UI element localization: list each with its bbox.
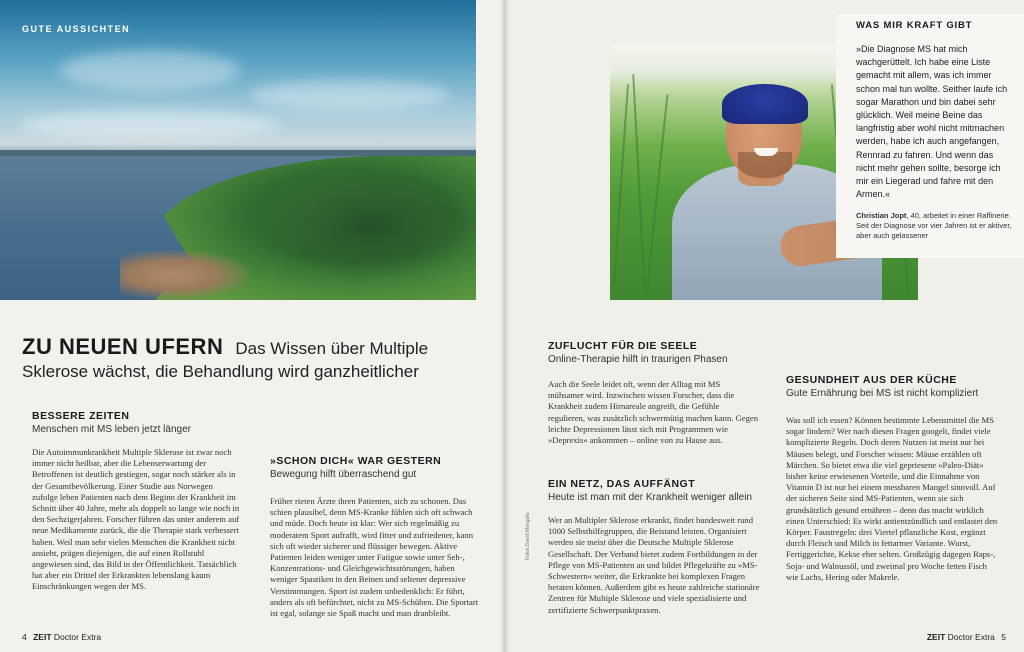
section-body: Früher rieten Ärzte ihren Patienten, sich zu schonen. Das schien plausibel, denn MS-Kranke fühlen sich oft schwach und müde. Doch heute ist klar: Wer sich regelmäßig zu moderatem Sport aufrafft, wird fitter und zufriedener, kann sich oft wieder sicherer und flüssiger bewegen. Aktive Patienten leiden weniger unter Fatigue sowie unter Seh-, Konzentrations- und Gleichgewichtsstörungen, haben weniger Spastiken in den Beinen und seltener depressive Verstimmungen. Sport ist zudem unbedenklich: Er führt, anders als oft befürchtet, nicht zu MS-Schüben. Die Sportart ist egal, solange sie Spaß macht und man dranbleibt.: [270, 496, 479, 619]
left-page: [0, 0, 504, 652]
column-bessere-zeiten: [32, 410, 240, 593]
photo-label: GUTE AUSSICHTEN: [22, 24, 131, 34]
section-subtitle: Menschen mit MS leben jetzt länger: [32, 424, 191, 435]
quote-person-name: Christian Jopt: [856, 211, 907, 221]
quote-text: »Die Diagnose MS hat mich wachgerüttelt. Ich habe eine Liste gemacht mit allem, was ich immer schon mal tun wollte. Seither laufe ich sogar Marathon und bin dabei sehr glücklich. Weil meine Beine das langfristig aber wohl nicht mitmachen werden, habe ich auch angefangen, Rennrad zu fahren. Und wenn das nicht mehr gehen sollte, besorge ich mir ein Liegerad und fahre mit den Armen.«: [856, 44, 1008, 200]
landscape-photo: [0, 0, 476, 300]
section-title: EIN NETZ, DAS AUFFÄNGT: [548, 478, 696, 490]
section-title: GESUNDHEIT AUS DER KÜCHE: [786, 374, 957, 386]
quote-box: [836, 14, 1024, 258]
column-zuflucht: [548, 340, 758, 446]
cloud: [20, 110, 280, 140]
page-number-left: 4: [22, 632, 27, 642]
page-number-right: 5: [1001, 632, 1006, 642]
section-body: Was soll ich essen? Können bestimmte Lebensmittel die MS sogar lindern? Wer nach diesen Fragen googelt, findet viele komplizierte Regeln. Doch deren Nutzen ist meist nur bei Mäusen belegt, und Forscher wissen: Mäuse erzählen oft Märchen. So bietet etwa die viel gepriesene »Paleo-Diät« bisher keine erwiesenen Vorteile, und die Einnahme von Vitamin D ist nur bei einem messbaren Mangel sinnvoll. Auf der sicheren Seite sind MS-Patienten, wenn sie sich grundsätzlich gesund ernähren – denn das macht wirklich einen Unterschied: Es wirkt antientzündlich und entlastet den Körper. Faustregeln: drei Viertel pflanzliche Kost, ergänzt durch Fleisch und Milch in fettarmer Variante. Wurst, Fertiggerichte, Kekse eher selten. Großzügig dagegen Raps-, Soja- und Walnussöl, und zweimal pro Woche fetten Fisch wie Lachs, Hering oder Makrele.: [786, 415, 998, 582]
footer-right: [927, 632, 1006, 642]
page-gutter: [500, 0, 510, 652]
section-subtitle: Heute ist man mit der Krankheit weniger allein: [548, 492, 752, 503]
column-kueche: [786, 374, 998, 583]
headline-sub-line2: Sklerose wächst, die Behandlung wird ganzheitlicher: [22, 362, 419, 381]
sandy-shore: [120, 250, 250, 300]
section-body: Wer an Multipler Sklerose erkrankt, findet bundesweit rund 1000 Selbsthilfegruppen, die Beistand leisten. Organisiert werden sie meist über die Deutsche Multiple Sklerose Gesellschaft. Der Verband bietet zudem Fortbildungen in der Pflege von MS-Patienten an und bildet Pflegekräfte zu »MS-Schwestern« weiter, die Erkrankte bei komplexen Fragen beraten können. Außerdem gibt es heute zahlreiche stationäre Zentren für Multiple Sklerose und viele spezialisierte und zertifizierte Schwerpunktpraxen.: [548, 515, 760, 615]
quote-title: WAS MIR KRAFT GIBT: [856, 20, 973, 31]
headline: [22, 334, 482, 382]
section-body: Auch die Seele leidet oft, wenn der Alltag mit MS mühsamer wird. Inzwischen wissen Forscher, dass die Krankheit zudem Hirnareale angreift, die Gefühle regulieren, was zusätzlich schwermütig machen kann. Gegen leichte Depressionen lässt sich mit Programmen wie »Deprexis« ankommen – online von zu Hause aus.: [548, 379, 758, 446]
column-schon-dich: [270, 455, 480, 619]
grass-blade: [646, 94, 669, 293]
quote-person-info: , 40, arbeitet in einer Raffinerie. Seit der Diagnose vor vier Jahren ist er aktiver, aber auch gelassener: [856, 211, 1012, 241]
footer-brand-right: ZEIT: [926, 632, 946, 642]
grass-blade: [613, 84, 629, 284]
headline-sub-line1: Das Wissen über Multiple: [235, 339, 429, 358]
forest: [260, 170, 476, 280]
footer-brand-left: ZEIT: [33, 632, 52, 642]
photo-credit: Fotos David Mangolo: [525, 512, 531, 560]
section-subtitle: Online-Therapie hilft in traurigen Phasen: [548, 354, 728, 365]
section-body: Die Autoimmunkrankheit Multiple Sklerose ist zwar noch immer nicht heilbar, aber die Lebenserwartung der Betroffenen ist deutlich gestiegen, sogar noch stärker als in der Gesamtbevölkerung. Einer Studie aus Norwegen zufolge leben Patienten nach dem Beginn der Krankheit im Schnitt über 40 Jahre, mehr als doppelt so lange wie noch in den Sechzigerjahren. Forscher führen das unter anderem auf neue Medikamente zurück, die die Therapie stark verbessert haben. Weil man sehr vielen Menschen die Krankheit nicht ansieht, prägen diejenigen, die auf einen Rollstuhl angewiesen sind, das Bild in der Öffentlichkeit. Tatsächlich hat aber ein Drittel der Erkrankten lebenslang kaum Einschränkungen wegen der MS.: [32, 447, 240, 592]
section-title: BESSERE ZEITEN: [32, 410, 130, 422]
column-netz: [548, 478, 760, 616]
section-subtitle: Bewegung hilft überraschend gut: [270, 469, 417, 480]
cloud: [60, 50, 240, 90]
footer-title-left: Doctor Extra: [51, 632, 102, 642]
footer-title-right: Doctor Extra: [945, 632, 995, 642]
section-subtitle: Gute Ernährung bei MS ist nicht kompliziert: [786, 388, 979, 399]
baseball-cap-icon: [722, 84, 808, 124]
section-title: »SCHON DICH« WAR GESTERN: [270, 455, 442, 467]
quote-signature: [856, 211, 1012, 241]
grass-blade: [632, 74, 646, 294]
horizon: [0, 150, 476, 156]
headline-main: ZU NEUEN UFERN: [22, 334, 224, 359]
footer-left: [22, 632, 101, 642]
section-title: ZUFLUCHT FÜR DIE SEELE: [548, 340, 698, 352]
cloud: [250, 80, 450, 110]
